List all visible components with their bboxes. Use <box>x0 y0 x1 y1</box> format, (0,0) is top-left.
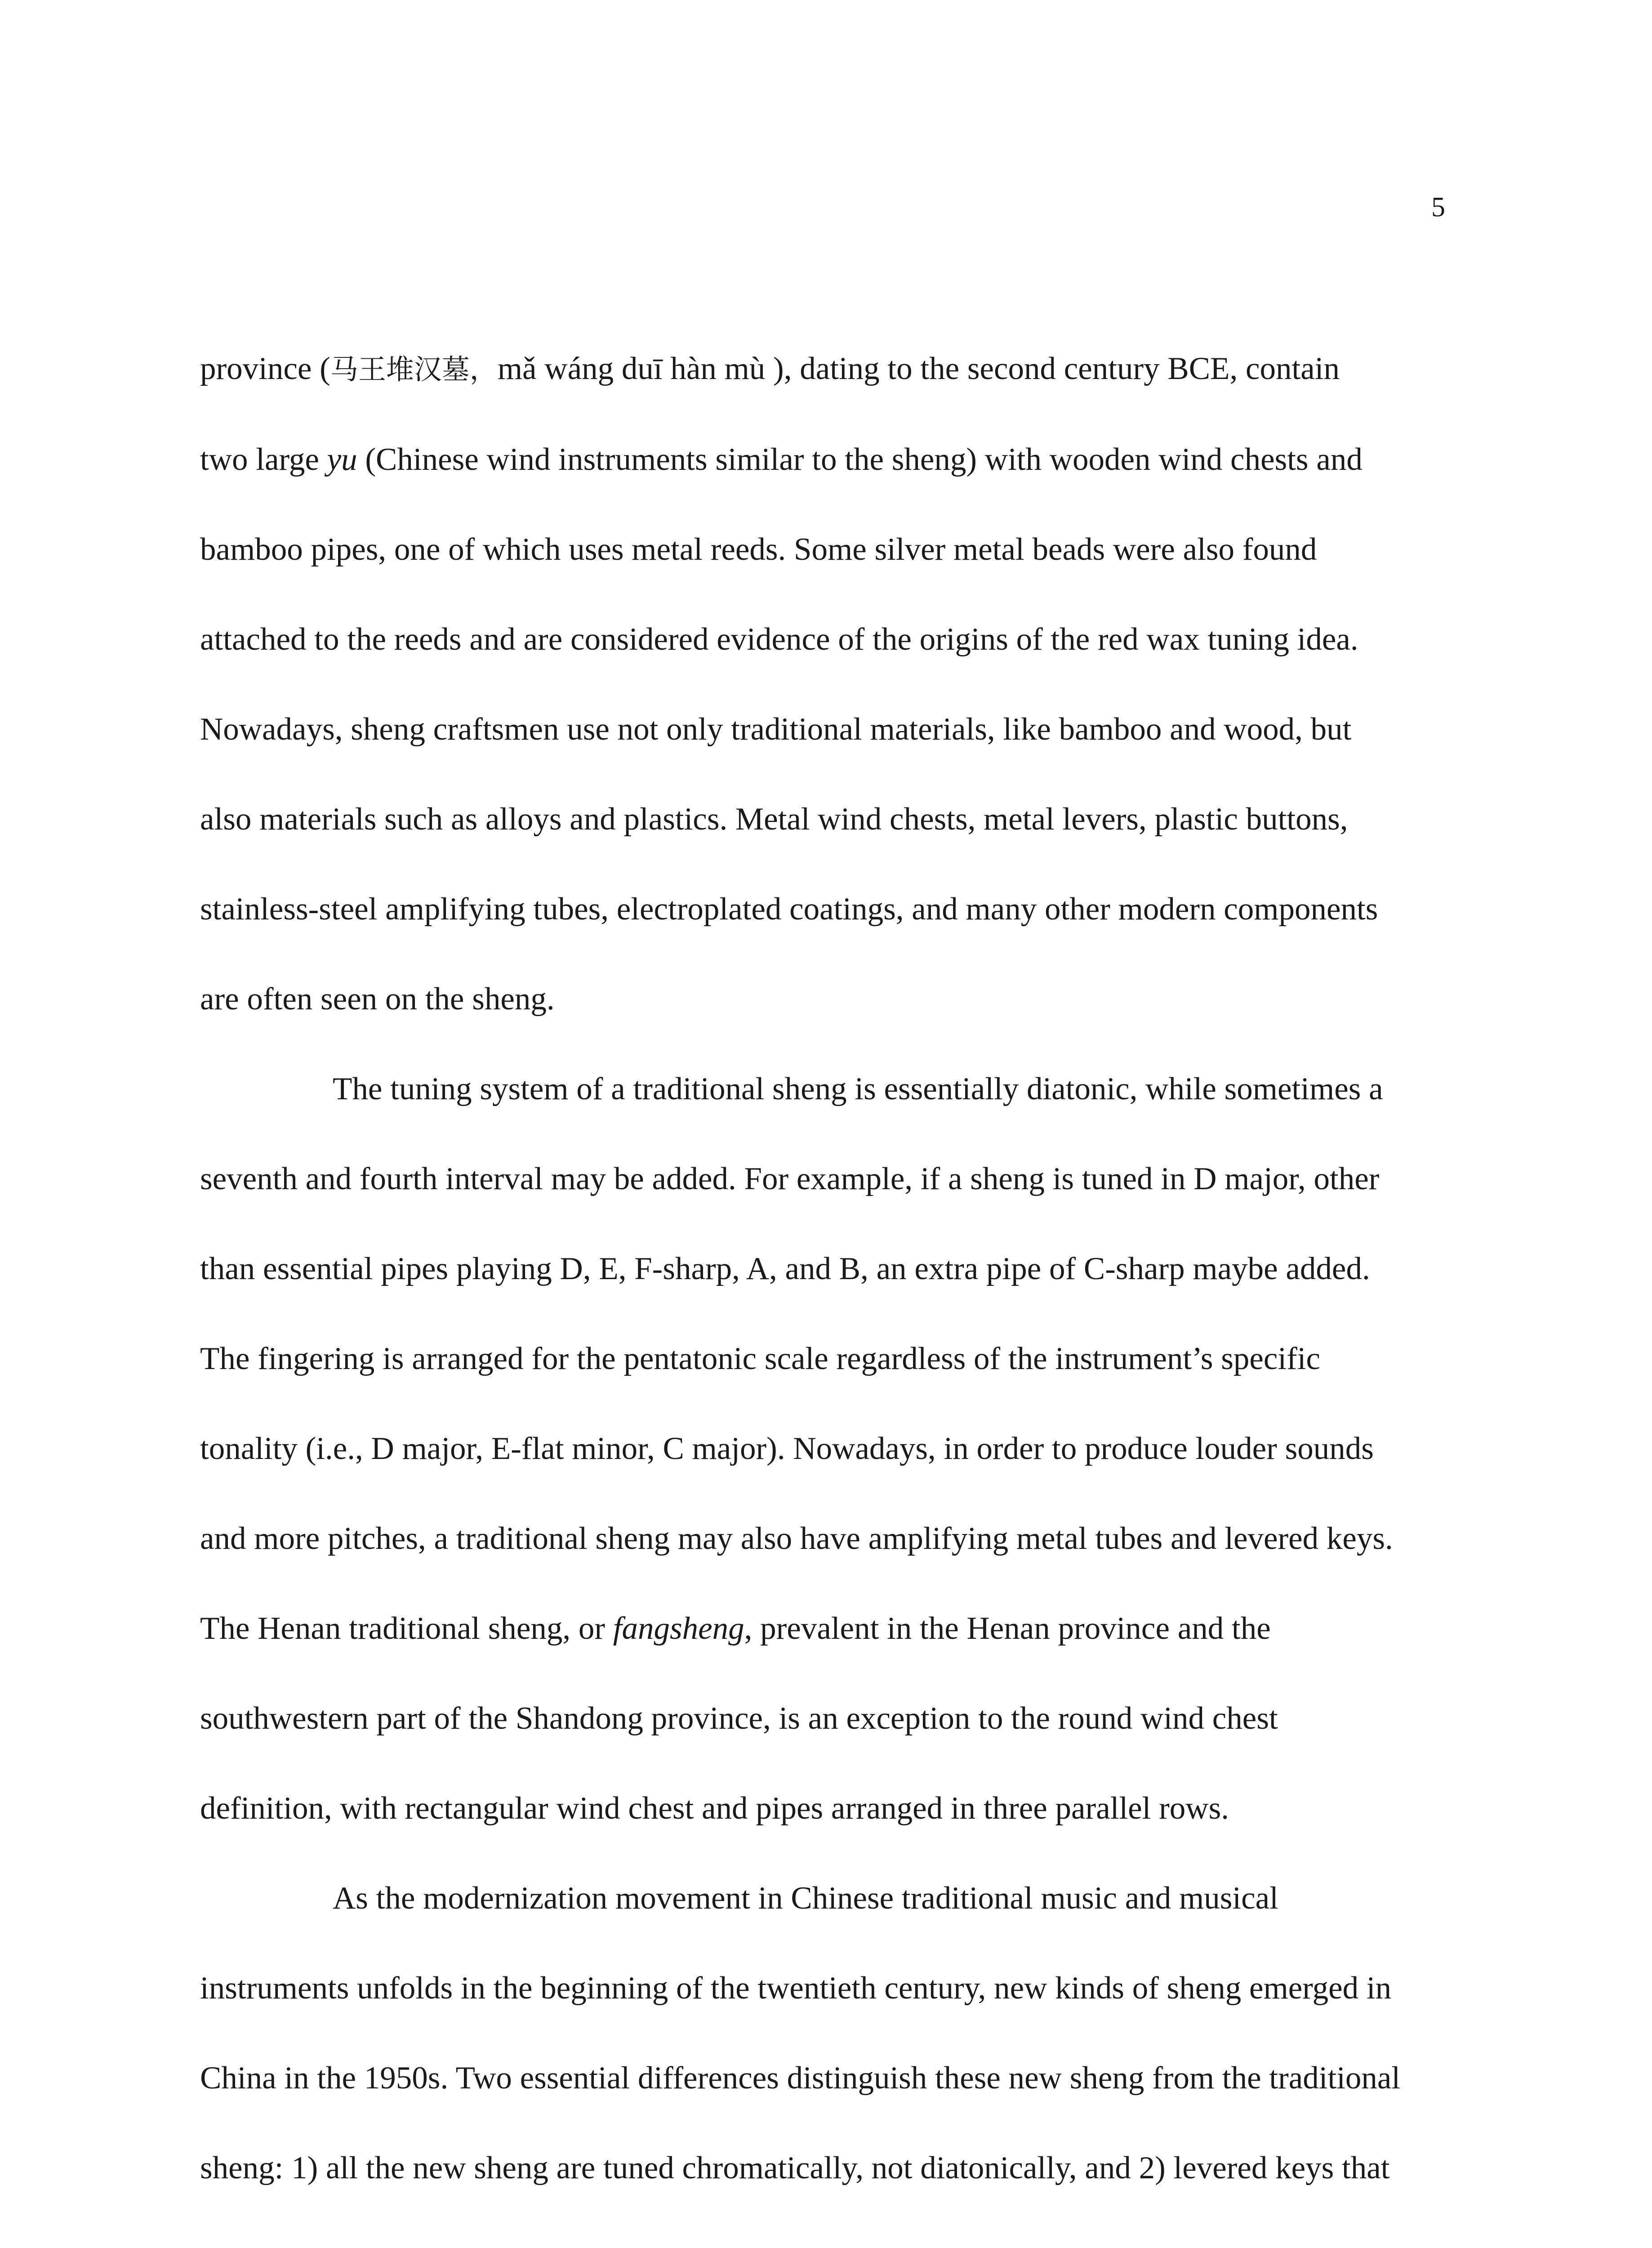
text-run: (Chinese wind instruments similar to the sheng) with wooden wind chests and <box>357 442 1363 477</box>
text-line: definition, with rectangular wind chest and pipes arranged in three parallel rows. <box>200 1791 1229 1826</box>
italic-term: yu <box>327 442 357 477</box>
text-run: , prevalent in the Henan province and the <box>744 1611 1271 1646</box>
paragraph-3 <box>200 1853 1447 2213</box>
text-line: attached to the reeds and are considered evidence of the origins of the red wax tuning idea. <box>200 622 1358 657</box>
text-line: The tuning system of a traditional sheng is essentially diatonic, while sometimes a <box>333 1071 1383 1106</box>
text-run: mǎ wáng duī hàn mù ), dating to the second century BCE, contain <box>497 351 1340 386</box>
text-run: The Henan traditional sheng, or <box>200 1611 613 1646</box>
text-line <box>200 415 1447 504</box>
text-line: southwestern part of the Shandong province, is an exception to the round wind chest <box>200 1701 1278 1736</box>
text-line: sheng: 1) all the new sheng are tuned chromatically, not diatonically, and 2) levered keys that <box>200 2150 1390 2186</box>
text-line: China in the 1950s. Two essential differences distinguish these new sheng from the traditional <box>200 2061 1401 2096</box>
text-line <box>200 324 1447 415</box>
text-line: tonality (i.e., D major, E-flat minor, C major). Nowadays, in order to produce louder sounds <box>200 1431 1374 1466</box>
text-line: are often seen on the sheng. <box>200 981 555 1017</box>
chinese-text: 马王堆汉墓， <box>330 353 498 386</box>
text-line <box>200 1583 1447 1673</box>
text-run: province ( <box>200 351 330 386</box>
text-run: two large <box>200 442 327 477</box>
text-line: As the modernization movement in Chinese traditional music and musical <box>333 1881 1278 1916</box>
text-line: bamboo pipes, one of which uses metal reeds. Some silver metal beads were also found <box>200 532 1317 567</box>
paragraph-2 <box>200 1044 1447 1853</box>
italic-term: fangsheng <box>613 1611 744 1646</box>
text-line: stainless-steel amplifying tubes, electroplated coatings, and many other modern components <box>200 892 1378 927</box>
body-text <box>200 324 1447 2213</box>
paragraph-1 <box>200 324 1447 1044</box>
text-line: also materials such as alloys and plastics. Metal wind chests, metal levers, plastic buttons, <box>200 802 1348 837</box>
text-line: than essential pipes playing D, E, F-sharp, A, and B, an extra pipe of C-sharp maybe added. <box>200 1251 1370 1286</box>
text-line: seventh and fourth interval may be added. For example, if a sheng is tuned in D major, other <box>200 1161 1380 1196</box>
text-line: and more pitches, a traditional sheng may also have amplifying metal tubes and levered keys. <box>200 1521 1393 1556</box>
text-line: Nowadays, sheng craftsmen use not only traditional materials, like bamboo and wood, but <box>200 712 1352 747</box>
text-line: The fingering is arranged for the pentatonic scale regardless of the instrument’s specific <box>200 1341 1320 1376</box>
page-number: 5 <box>1431 192 1445 223</box>
text-line: instruments unfolds in the beginning of the twentieth century, new kinds of sheng emerged in <box>200 1971 1392 2006</box>
